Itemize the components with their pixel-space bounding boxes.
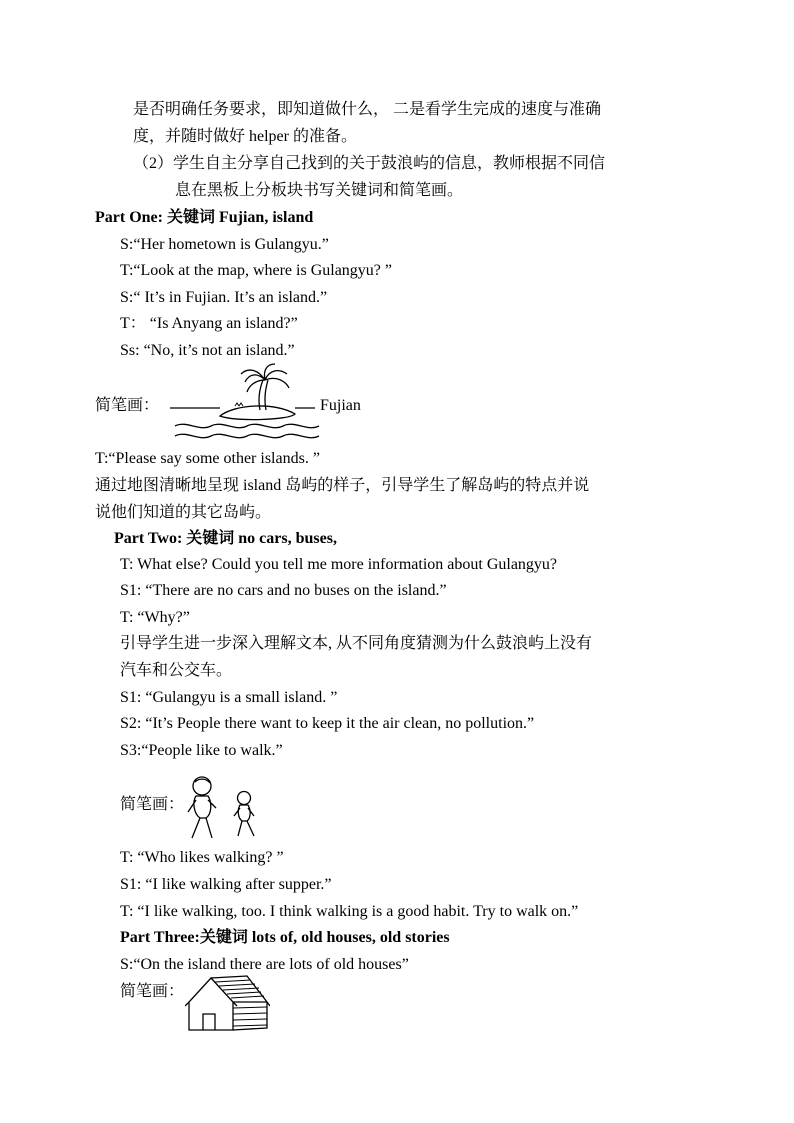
sketch-label: 简笔画： bbox=[95, 397, 160, 414]
text-line: 是否明确任务要求，即知道做什么， 二是看学生完成的速度与准确 bbox=[133, 101, 602, 118]
sketch-label: 简笔画： bbox=[120, 796, 185, 813]
section-heading-part-three: Part Three:关键词 lots of, old houses, old stories bbox=[120, 929, 450, 946]
dialogue-line: S:“ It’s in Fujian. It’s an island.” bbox=[120, 289, 328, 306]
text-line: 息在黑板上分板块书写关键词和简笔画。 bbox=[175, 182, 464, 199]
dialogue-line: T: “Who likes walking? ” bbox=[120, 849, 284, 866]
dialogue-line: S1: “Gulangyu is a small island. ” bbox=[120, 689, 338, 706]
walking-people-sketch bbox=[182, 774, 272, 844]
dialogue-line: T: “Why?” bbox=[120, 609, 190, 626]
island-sketch bbox=[165, 362, 325, 442]
dialogue-line: S1: “There are no cars and no buses on the island.” bbox=[120, 582, 447, 599]
dialogue-line: S:“Her hometown is Gulangyu.” bbox=[120, 236, 329, 253]
dialogue-line: T: “I like walking, too. I think walking is a good habit. Try to walk on.” bbox=[120, 903, 579, 920]
dialogue-line: S3:“People like to walk.” bbox=[120, 742, 283, 759]
sketch-label: 简笔画： bbox=[120, 983, 185, 1000]
dialogue-line: S2: “It’s People there want to keep it the air clean, no pollution.” bbox=[120, 715, 535, 732]
old-house-sketch bbox=[185, 972, 270, 1034]
dialogue-line: Ss: “No, it’s not an island.” bbox=[120, 342, 295, 359]
text-line: 说他们知道的其它岛屿。 bbox=[95, 504, 272, 521]
text-line: 度，并随时做好 helper 的准备。 bbox=[133, 128, 357, 145]
text-line: 通过地图清晰地呈现 island 岛屿的样子，引导学生了解岛屿的特点并说 bbox=[95, 477, 590, 494]
dialogue-line: S:“On the island there are lots of old houses” bbox=[120, 956, 409, 973]
text-line: （2）学生自主分享自己找到的关于鼓浪屿的信息，教师根据不同信 bbox=[133, 155, 606, 172]
dialogue-line: T:“Please say some other islands. ” bbox=[95, 450, 320, 467]
dialogue-line: T: What else? Could you tell me more information about Gulangyu? bbox=[120, 556, 558, 573]
sketch-word: Fujian bbox=[320, 397, 361, 414]
dialogue-line: T： “Is Anyang an island?” bbox=[120, 315, 298, 332]
dialogue-line: S1: “I like walking after supper.” bbox=[120, 876, 332, 893]
section-heading-part-one: Part One: 关键词 Fujian, island bbox=[95, 209, 314, 226]
section-heading-part-two: Part Two: 关键词 no cars, buses, bbox=[114, 530, 337, 547]
dialogue-line: T:“Look at the map, where is Gulangyu? ” bbox=[120, 262, 392, 279]
text-line: 引导学生进一步深入理解文本, 从不同角度猜测为什么鼓浪屿上没有 bbox=[120, 635, 593, 652]
text-line: 汽车和公交车。 bbox=[120, 662, 233, 679]
